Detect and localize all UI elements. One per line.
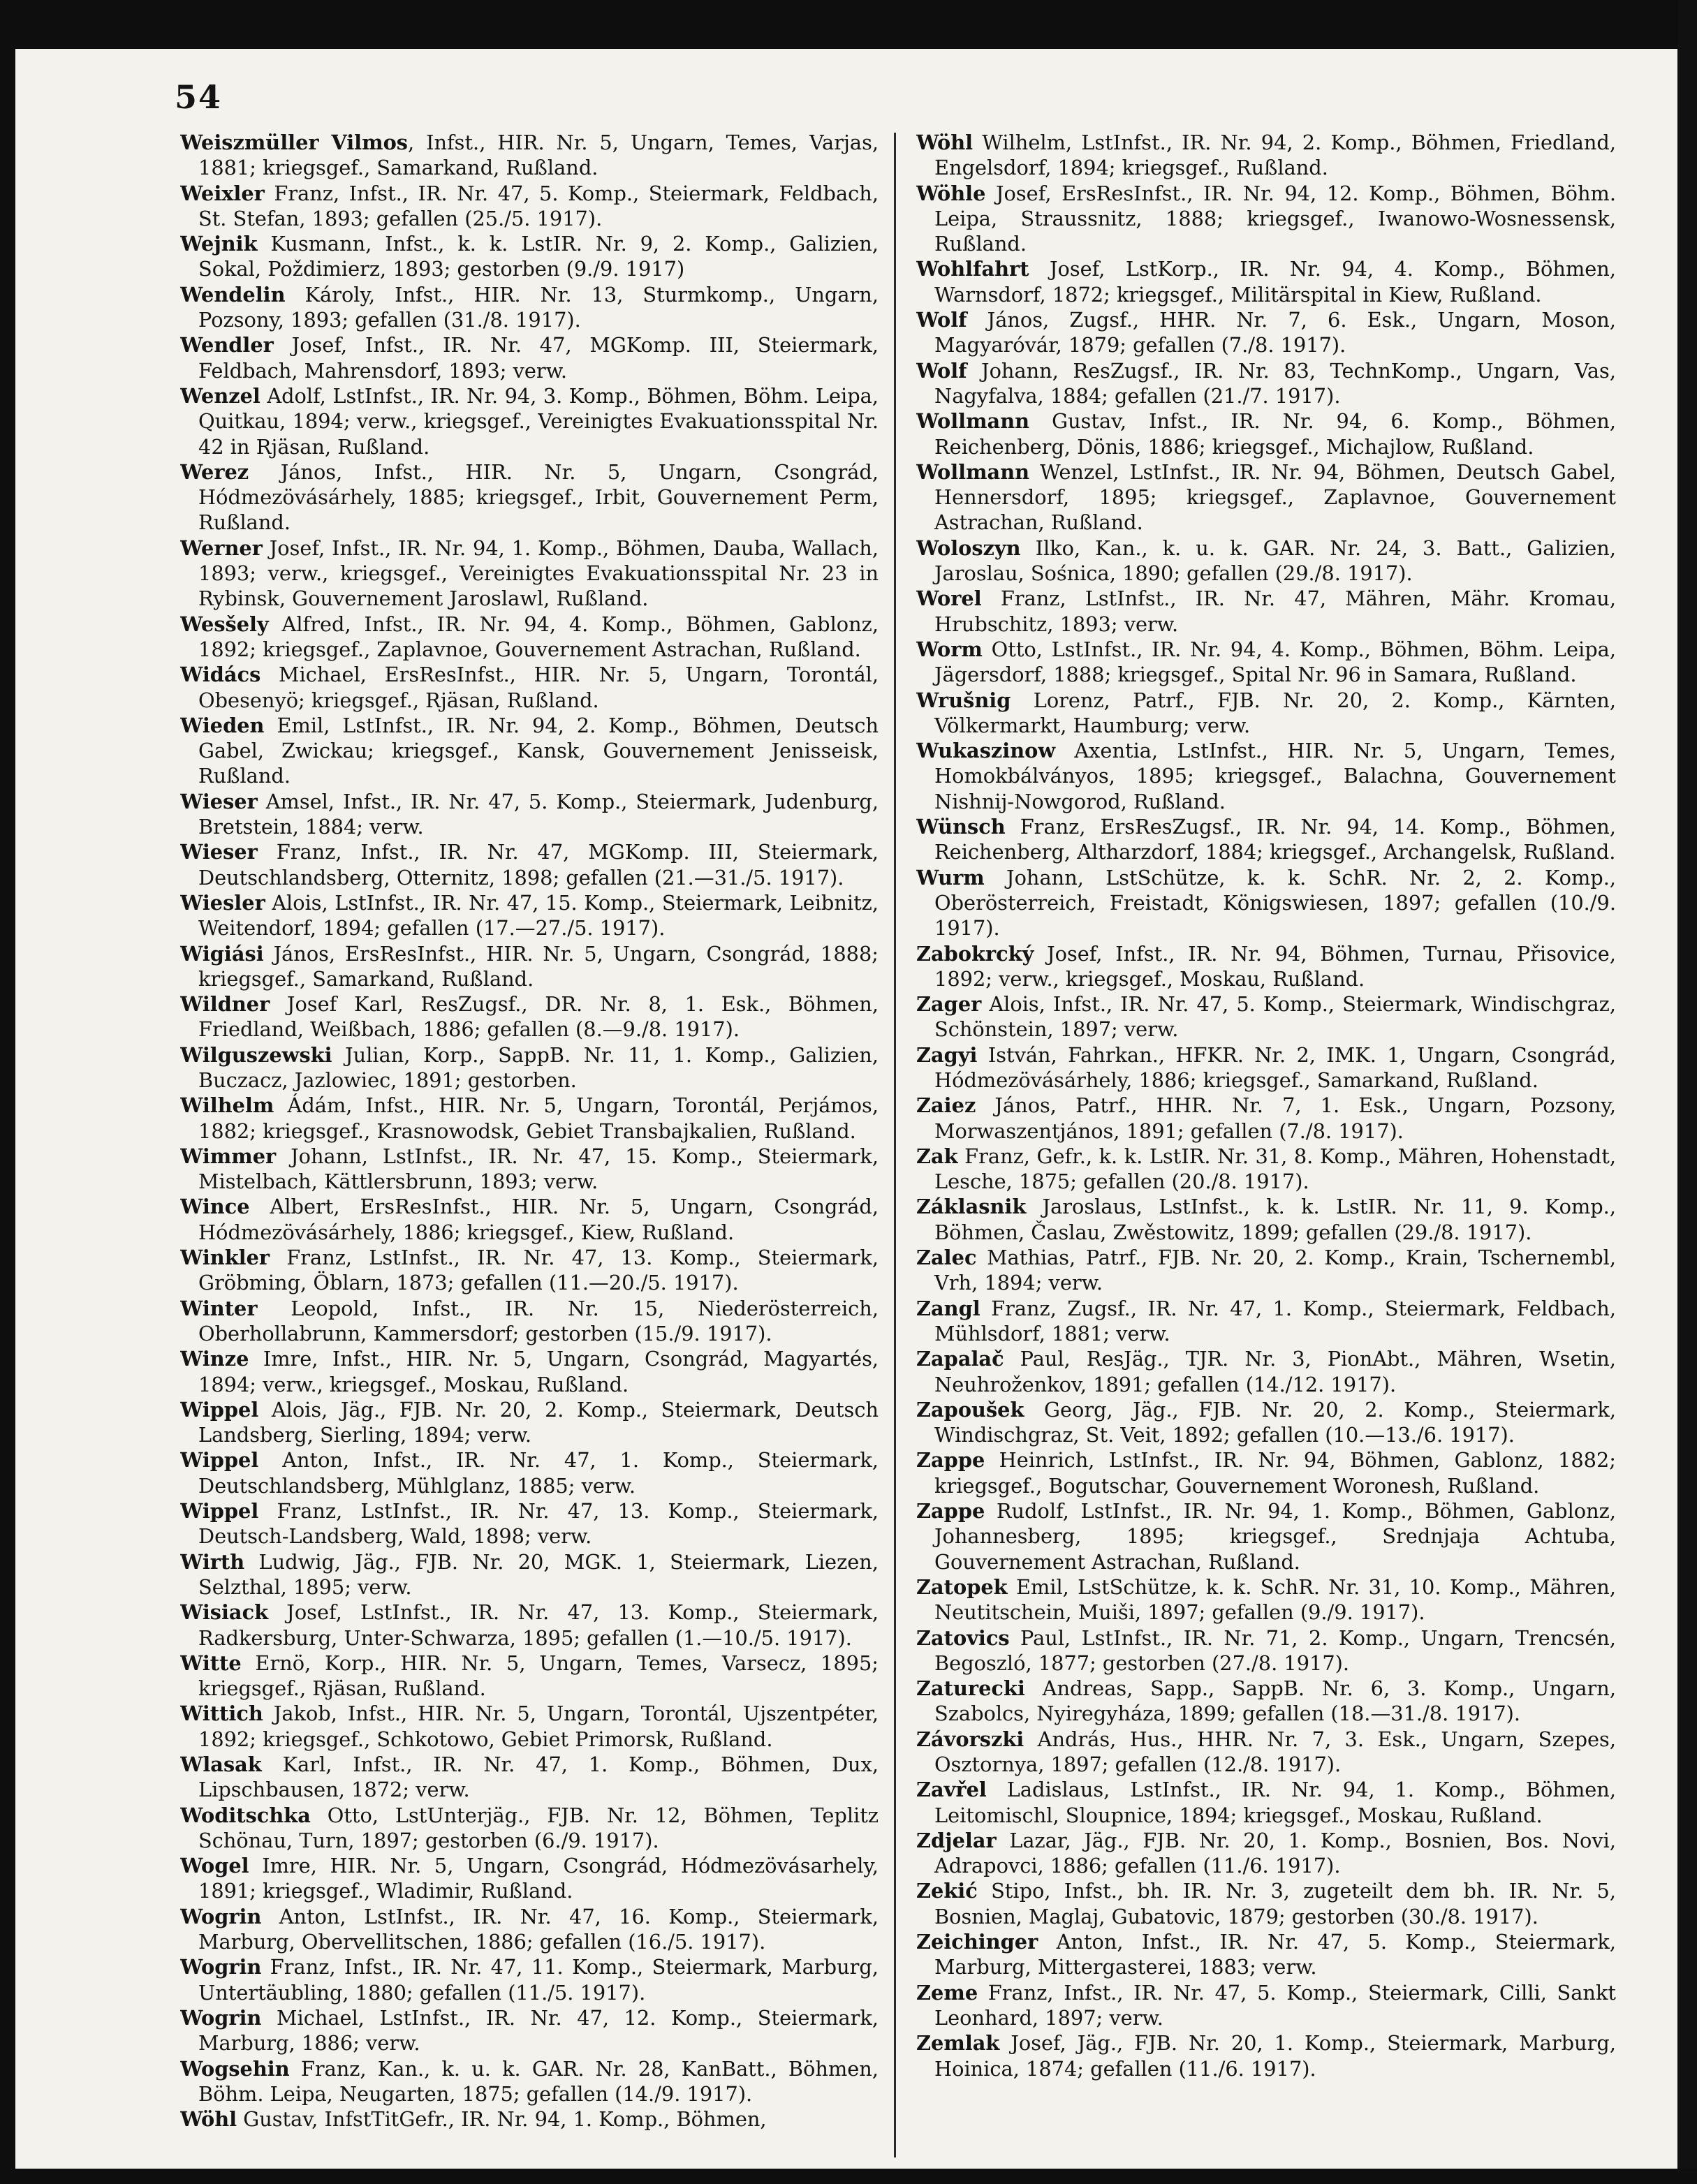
register-entry xyxy=(180,1245,879,1296)
register-entry xyxy=(916,536,1616,586)
entry-surname: Zagyi xyxy=(916,1042,978,1067)
entry-details: Josef Karl, ResZugsf., DR. Nr. 8, 1. Esk., Böhmen, Friedland, Weißbach, 1886; gefallen (8.—9./8. 1917). xyxy=(198,992,879,1042)
entry-surname: Wippel xyxy=(180,1397,259,1422)
register-entry xyxy=(180,1954,879,2005)
register-entry xyxy=(916,1777,1616,1828)
entry-details: Wilhelm, LstInfst., IR. Nr. 94, 2. Komp., Böhmen, Friedland, Engelsdorf, 1894; kriegsgef., Rußland. xyxy=(934,131,1616,180)
entry-surname: Zatovics xyxy=(916,1625,1010,1650)
register-entry xyxy=(916,1093,1616,1144)
entry-surname: Wisiack xyxy=(180,1600,269,1625)
entry-surname: Wukaszinow xyxy=(916,739,1056,763)
entry-details: Ádám, Infst., HIR. Nr. 5, Ungarn, Torontál, Perjámos, 1882; kriegsgef., Krasnowodsk, Gebiet Transbajkalien, Rußland. xyxy=(198,1093,879,1143)
register-entry xyxy=(916,307,1616,358)
entry-details: Emil, LstSchütze, k. k. SchR. Nr. 31, 10. Komp., Mähren, Neutitschein, Muiši, 1897; gefallen (9./9. 1917). xyxy=(934,1574,1616,1625)
register-entry xyxy=(916,1929,1616,1980)
register-entry xyxy=(916,130,1616,181)
entry-surname: Woloszyn xyxy=(916,536,1021,560)
entry-surname: Wince xyxy=(180,1195,250,1219)
entry-details: János, Patrf., HHR. Nr. 7, 1. Esk., Ungarn, Pozsony, Morwaszentjános, 1891; gefallen (7./8. 1917). xyxy=(934,1093,1616,1143)
entry-surname: Winter xyxy=(180,1296,258,1320)
entry-details: , Infst., HIR. Nr. 5, Ungarn, Temes, Varjas, 1881; kriegsgef., Samarkand, Rußland. xyxy=(198,131,879,180)
entry-surname: Widács xyxy=(180,663,261,687)
entry-surname: Závorszki xyxy=(916,1727,1024,1751)
register-entry xyxy=(916,1625,1616,1676)
page-number: 54 xyxy=(175,78,223,116)
entry-details: Franz, Infst., IR. Nr. 47, 11. Komp., Steiermark, Marburg, Untertäubling, 1880; gefallen (11./5. 1917). xyxy=(198,1955,879,2005)
entry-details: Josef, Infst., IR. Nr. 47, MGKomp. III, Steiermark, Feldbach, Mahrensdorf, 1893; verw. xyxy=(198,333,879,383)
entry-details: János, Zugsf., HHR. Nr. 7, 6. Esk., Ungarn, Moson, Magyaróvár, 1879; gefallen (7./8. 1917). xyxy=(934,308,1616,357)
entry-surname: Zappe xyxy=(916,1448,985,1473)
register-entry xyxy=(916,1296,1616,1347)
entry-surname: Wohlfahrt xyxy=(916,257,1029,281)
entry-details: Paul, LstInfst., IR. Nr. 71, 2. Komp., Ungarn, Trencsén, Begoszló, 1877; gestorben (27./8. 1917). xyxy=(934,1625,1616,1675)
entry-surname: Zager xyxy=(916,992,982,1017)
entry-surname: Wollmann xyxy=(916,459,1030,484)
entry-details: Albert, ErsResInfst., HIR. Nr. 5, Ungarn, Csongrád, Hódmezövásárhely, 1886; kriegsgef., Kiew, Rußland. xyxy=(198,1195,879,1244)
scan-border-right xyxy=(1677,0,1697,2184)
entry-surname: Wogrin xyxy=(180,2005,262,2030)
entry-details: Ernö, Korp., HIR. Nr. 5, Ungarn, Temes, Varsecz, 1895; kriegsgef., Rjäsan, Rußland. xyxy=(198,1651,879,1701)
entry-surname: Weiszmüller Vilmos xyxy=(180,131,409,154)
register-entry xyxy=(916,1397,1616,1448)
entry-surname: Werner xyxy=(180,536,263,560)
register-entry xyxy=(180,2005,879,2056)
entry-details: Wenzel, LstInfst., IR. Nr. 94, Böhmen, Deutsch Gabel, Hennersdorf, 1895; kriegsgef., Zaplavnoe, Gouvernement Astrachan, Rußland. xyxy=(934,459,1616,535)
register-entry xyxy=(180,1498,879,1549)
register-entry xyxy=(180,789,879,840)
entry-details: Emil, LstInfst., IR. Nr. 94, 2. Komp., Böhmen, Deutsch Gabel, Zwickau; kriegsgef., Kansk, Gouvernement Jenisseisk, Rußland. xyxy=(198,713,879,788)
entry-surname: Weixler xyxy=(180,181,265,205)
entry-details: Axentia, LstInfst., HIR. Nr. 5, Ungarn, Temes, Homokbálványos, 1895; kriegsgef., Balachna, Gouvernement Nishnij-Nowgorod, Rußland. xyxy=(934,739,1616,813)
entry-details: András, Hus., HHR. Nr. 7, 3. Esk., Ungarn, Szepes, Osztornya, 1897; gefallen (12./8. 1917). xyxy=(934,1727,1616,1776)
entry-surname: Zdjelar xyxy=(916,1828,997,1852)
entry-surname: Zeme xyxy=(916,1980,978,2005)
register-entry xyxy=(916,256,1616,307)
register-entry xyxy=(916,586,1616,637)
entry-details: Johann, LstInfst., IR. Nr. 47, 15. Komp., Steiermark, Mistelbach, Kättlersbrunn, 1893; verw. xyxy=(198,1144,879,1194)
entry-surname: Wünsch xyxy=(916,815,1006,839)
entry-details: Josef, Jäg., FJB. Nr. 20, 1. Komp., Steiermark, Marburg, Hoinica, 1874; gefallen (11./6. 1917). xyxy=(934,2031,1616,2081)
entry-surname: Wesšely xyxy=(180,612,269,636)
entry-surname: Zappe xyxy=(916,1499,985,1523)
register-entry xyxy=(180,1853,879,1904)
entry-details: Georg, Jäg., FJB. Nr. 20, 2. Komp., Steiermark, Windischgraz, St. Veit, 1892; gefallen (10.—13./6. 1917). xyxy=(934,1397,1616,1447)
entry-surname: Wollmann xyxy=(916,409,1030,434)
entry-details: István, Fahrkan., HFKR. Nr. 2, IMK. 1, Ungarn, Csongrád, Hódmezövásárhely, 1886; kriegsgef., Samarkand, Rußland. xyxy=(934,1042,1616,1092)
register-entry xyxy=(916,1878,1616,1929)
entry-details: Lazar, Jäg., FJB. Nr. 20, 1. Komp., Bosnien, Bos. Novi, Adrapovci, 1886; gefallen (11./6. 1917). xyxy=(934,1828,1616,1878)
entry-details: Mathias, Patrf., FJB. Nr. 20, 2. Komp., Krain, Tschernembl, Vrh, 1894; verw. xyxy=(934,1246,1616,1295)
right-column xyxy=(916,130,1616,2162)
entry-surname: Wildner xyxy=(180,992,270,1017)
scan-border-top xyxy=(0,0,1697,49)
register-entry xyxy=(180,332,879,383)
entry-surname: Zeichinger xyxy=(916,1930,1038,1954)
register-entry xyxy=(916,637,1616,688)
entry-surname: Wendler xyxy=(180,333,274,357)
entry-details: Franz, Infst., IR. Nr. 47, 5. Komp., Steiermark, Cilli, Sankt Leonhard, 1897; verw. xyxy=(934,1980,1616,2030)
entry-details: Kusmann, Infst., k. k. LstIR. Nr. 9, 2. Komp., Galizien, Sokal, Poždimierz, 1893; gestorben (9./9. 1917) xyxy=(198,232,879,281)
entry-details: Anton, Infst., IR. Nr. 47, 1. Komp., Steiermark, Deutschlandsberg, Mühlglanz, 1885; verw. xyxy=(198,1448,879,1498)
entry-details: Michael, LstInfst., IR. Nr. 47, 12. Komp., Steiermark, Marburg, 1886; verw. xyxy=(198,2005,879,2056)
entry-details: Heinrich, LstInfst., IR. Nr. 94, Böhmen, Gablonz, 1882; kriegsgef., Bogutschar, Gouvernement Woronesh, Rußland. xyxy=(934,1448,1616,1498)
entry-details: Károly, Infst., HIR. Nr. 13, Sturmkomp., Ungarn, Pozsony, 1893; gefallen (31./8. 1917). xyxy=(198,282,879,332)
entry-surname: Wieser xyxy=(180,789,258,813)
entry-details: Paul, ResJäg., TJR. Nr. 3, PionAbt., Mähren, Wsetin, Neuhroženkov, 1891; gefallen (14./12. 1917). xyxy=(934,1347,1616,1396)
entry-details: Franz, LstInfst., IR. Nr. 47, 13. Komp., Steiermark, Gröbming, Öblarn, 1873; gefallen (11.—20./5. 1917). xyxy=(198,1246,879,1295)
entry-surname: Wendelin xyxy=(180,282,286,307)
entry-details: Otto, LstUnterjäg., FJB. Nr. 12, Böhmen, Teplitz Schönau, Turn, 1897; gestorben (6./9. 1917). xyxy=(198,1803,879,1852)
entry-surname: Zekić xyxy=(916,1879,978,1903)
register-entry xyxy=(180,1904,879,1955)
entry-details: Franz, Kan., k. u. k. GAR. Nr. 28, KanBatt., Böhmen, Böhm. Leipa, Neugarten, 1875; gefallen (14./9. 1917). xyxy=(198,2056,879,2106)
register-entry xyxy=(180,2106,879,2132)
entry-surname: Zalec xyxy=(916,1246,977,1270)
entry-details: Imre, HIR. Nr. 5, Ungarn, Csongrád, Hódmezövásarhely, 1891; kriegsgef., Wladimir, Rußland. xyxy=(198,1854,879,1903)
entry-details: Franz, Infst., IR. Nr. 47, MGKomp. III, Steiermark, Deutschlandsberg, Otternitz, 1898; gefallen (21.—31./5. 1917). xyxy=(198,840,879,890)
entry-details: Gustav, Infst., IR. Nr. 94, 6. Komp., Böhmen, Reichenberg, Dönis, 1886; kriegsgef., Michajlow, Rußland. xyxy=(934,409,1616,459)
entry-surname: Winkler xyxy=(180,1246,270,1270)
register-entry xyxy=(180,231,879,282)
register-entry xyxy=(180,459,879,536)
entry-details: János, Infst., HIR. Nr. 5, Ungarn, Csongrád, Hódmezövásárhely, 1885; kriegsgef., Irbit, Gouvernement Perm, Rußland. xyxy=(198,459,879,535)
register-entry xyxy=(916,1194,1616,1245)
entry-surname: Wilguszewski xyxy=(180,1042,332,1067)
entry-details: János, ErsResInfst., HIR. Nr. 5, Ungarn, Csongrád, 1888; kriegsgef., Samarkand, Rußland. xyxy=(198,941,879,991)
register-entry xyxy=(916,2030,1616,2081)
entry-details: Otto, LstInfst., IR. Nr. 94, 4. Komp., Böhmen, Böhm. Leipa, Jägersdorf, 1888; kriegsgef., Spital Nr. 96 in Samara, Rußland. xyxy=(934,637,1616,687)
register-entry xyxy=(180,2056,879,2107)
entry-surname: Wippel xyxy=(180,1499,259,1523)
register-entry xyxy=(180,1296,879,1347)
entry-details: Gustav, InfstTitGefr., IR. Nr. 94, 1. Komp., Böhmen, xyxy=(237,2107,767,2132)
entry-details: Karl, Infst., IR. Nr. 47, 1. Komp., Böhmen, Dux, Lipschbausen, 1872; verw. xyxy=(198,1753,879,1802)
entry-details: Franz, LstInfst., IR. Nr. 47, Mähren, Mähr. Kromau, Hrubschitz, 1893; verw. xyxy=(934,586,1616,636)
entry-details: Josef, LstInfst., IR. Nr. 47, 13. Komp., Steiermark, Radkersburg, Unter-Schwarza, 1895; gefallen (1.—10./5. 1917). xyxy=(198,1600,879,1650)
entry-surname: Wigiási xyxy=(180,941,264,966)
left-column xyxy=(180,130,879,2162)
register-entry xyxy=(916,1980,1616,2031)
register-entry xyxy=(916,1828,1616,1879)
entry-surname: Wittich xyxy=(180,1702,263,1726)
entry-surname: Zaturecki xyxy=(916,1676,1025,1701)
register-entry xyxy=(916,1346,1616,1397)
register-entry xyxy=(916,1447,1616,1498)
register-entry xyxy=(180,1397,879,1448)
register-entry xyxy=(916,1245,1616,1296)
entry-details: Josef, ErsResInfst., IR. Nr. 94, 12. Komp., Böhmen, Böhm. Leipa, Straussnitz, 1888; kriegsgef., Iwanowo-Wosnessensk, Rußland. xyxy=(934,181,1616,256)
register-entry xyxy=(916,941,1616,992)
entry-surname: Wejnik xyxy=(180,232,258,256)
entry-surname: Wieser xyxy=(180,840,258,864)
entry-surname: Wlasak xyxy=(180,1753,262,1776)
register-entry xyxy=(180,181,879,232)
entry-surname: Záklasnik xyxy=(916,1195,1027,1219)
register-entry xyxy=(180,1194,879,1245)
register-entry xyxy=(180,612,879,663)
entry-surname: Wogel xyxy=(180,1854,249,1878)
scan-border-left xyxy=(0,0,15,2184)
entry-surname: Wogsehin xyxy=(180,2056,290,2081)
register-entry xyxy=(180,1752,879,1803)
entry-details: Jakob, Infst., HIR. Nr. 5, Ungarn, Torontál, Ujszentpéter, 1892; kriegsgef., Schkotowo, Gebiet Primorsk, Rußland. xyxy=(198,1702,879,1751)
entry-details: Ladislaus, LstInfst., IR. Nr. 94, 1. Komp., Böhmen, Leitomischl, Sloupnice, 1894; kriegsgef., Moskau, Rußland. xyxy=(934,1778,1616,1827)
entry-surname: Wolf xyxy=(916,358,967,383)
entry-details: Franz, Gefr., k. k. LstIR. Nr. 31, 8. Komp., Mähren, Hohenstadt, Lesche, 1875; gefallen (20./8. 1917). xyxy=(934,1144,1616,1194)
register-entry xyxy=(180,1600,879,1651)
register-entry xyxy=(916,1727,1616,1778)
entry-details: Alois, LstInfst., IR. Nr. 47, 15. Komp., Steiermark, Leibnitz, Weitendorf, 1894; gefallen (17.—27./5. 1917). xyxy=(198,890,879,940)
register-entry xyxy=(180,536,879,612)
entry-surname: Worel xyxy=(916,586,982,611)
entry-surname: Werez xyxy=(180,459,249,484)
entry-details: Leopold, Infst., IR. Nr. 15, Niederösterreich, Oberhollabrunn, Kammersdorf; gestorben (15./9. 1917). xyxy=(198,1296,879,1345)
register-entry xyxy=(180,130,879,181)
register-entry xyxy=(180,1144,879,1195)
entry-surname: Wurm xyxy=(916,865,985,890)
entry-details: Josef, Infst., IR. Nr. 94, 1. Komp., Böhmen, Dauba, Wallach, 1893; verw., kriegsgef., Vereinigtes Evakuationsspital Nr. 23 in Rybinsk, Gouvernement Jaroslawl, Rußland. xyxy=(198,536,879,611)
register-entry xyxy=(916,1042,1616,1093)
register-entry xyxy=(180,941,879,992)
entry-details: Rudolf, LstInfst., IR. Nr. 94, 1. Komp., Böhmen, Gablonz, Johannesberg, 1895; kriegsgef., Srednjaja Achtuba, Gouvernement Astrachan, Rußland. xyxy=(934,1499,1616,1574)
register-entry xyxy=(180,890,879,941)
entry-surname: Wilhelm xyxy=(180,1093,274,1118)
register-entry xyxy=(180,1447,879,1498)
entry-surname: Worm xyxy=(916,637,983,661)
column-divider xyxy=(894,133,896,2157)
entry-surname: Zapoušek xyxy=(916,1397,1024,1422)
register-entry xyxy=(916,181,1616,257)
register-entry xyxy=(916,1498,1616,1574)
entry-details: Anton, Infst., IR. Nr. 47, 5. Komp., Steiermark, Marburg, Mittergasterei, 1883; verw. xyxy=(934,1930,1616,1979)
register-entry xyxy=(916,1676,1616,1727)
entry-details: Ilko, Kan., k. u. k. GAR. Nr. 24, 3. Batt., Galizien, Jaroslau, Sośnica, 1890; gefallen (29./8. 1917). xyxy=(934,536,1616,586)
entry-details: Franz, LstInfst., IR. Nr. 47, 13. Komp., Steiermark, Deutsch-Landsberg, Wald, 1898; verw. xyxy=(198,1499,879,1549)
entry-details: Julian, Korp., SappB. Nr. 11, 1. Komp., Galizien, Buczacz, Jazlowiec, 1891; gestorben. xyxy=(198,1042,879,1092)
register-entry xyxy=(916,408,1616,459)
register-entry xyxy=(916,459,1616,536)
entry-surname: Wöhl xyxy=(180,2107,237,2132)
entry-details: Amsel, Infst., IR. Nr. 47, 5. Komp., Steiermark, Judenburg, Bretstein, 1884; verw. xyxy=(198,789,879,839)
entry-surname: Woditschka xyxy=(180,1803,311,1827)
entry-surname: Winze xyxy=(180,1347,249,1371)
entry-details: Ludwig, Jäg., FJB. Nr. 20, MGK. 1, Steiermark, Liezen, Selzthal, 1895; verw. xyxy=(198,1549,879,1599)
entry-surname: Wogrin xyxy=(180,1955,262,1979)
register-entry xyxy=(916,1144,1616,1195)
register-entry xyxy=(180,282,879,333)
entry-details: Imre, Infst., HIR. Nr. 5, Ungarn, Csongrád, Magyartés, 1894; verw., kriegsgef., Moskau, Rußland. xyxy=(198,1347,879,1396)
register-entry xyxy=(180,662,879,713)
entry-surname: Zapalač xyxy=(916,1347,1004,1371)
register-entry xyxy=(916,738,1616,814)
entry-details: Stipo, Infst., bh. IR. Nr. 3, zugeteilt dem bh. IR. Nr. 5, Bosnien, Maglaj, Gubatovic, 1879; gestorben (30./8. 1917). xyxy=(934,1879,1616,1928)
entry-details: Josef, LstKorp., IR. Nr. 94, 4. Komp., Böhmen, Warnsdorf, 1872; kriegsgef., Militärspital in Kiew, Rußland. xyxy=(934,257,1616,307)
register-entry xyxy=(916,991,1616,1042)
register-entry xyxy=(180,1549,879,1600)
register-entry xyxy=(180,1701,879,1752)
entry-surname: Zavřel xyxy=(916,1778,987,1802)
register-entry xyxy=(180,713,879,789)
entry-surname: Zaiez xyxy=(916,1093,976,1118)
register-entry xyxy=(180,1803,879,1854)
entry-details: Franz, ErsResZugsf., IR. Nr. 94, 14. Komp., Böhmen, Reichenberg, Altharzdorf, 1884; kriegsgef., Archangelsk, Rußland. xyxy=(934,815,1616,864)
entry-surname: Zemlak xyxy=(916,2031,1000,2056)
entry-details: Alfred, Infst., IR. Nr. 94, 4. Komp., Böhmen, Gablonz, 1892; kriegsgef., Zaplavnoe, Gouvernement Astrachan, Rußland. xyxy=(198,612,879,661)
entry-surname: Zatopek xyxy=(916,1574,1008,1599)
register-entry xyxy=(180,1093,879,1144)
register-entry xyxy=(180,383,879,459)
register-entry xyxy=(180,1042,879,1093)
entry-details: Michael, ErsResInfst., HIR. Nr. 5, Ungarn, Torontál, Obesenyö; kriegsgef., Rjäsan, Rußland. xyxy=(198,663,879,712)
entry-details: Adolf, LstInfst., IR. Nr. 94, 3. Komp., Böhmen, Böhm. Leipa, Quitkau, 1894; verw., kriegsgef., Vereinigtes Evakuationsspital Nr. 42 in Rjäsan, Rußland. xyxy=(198,383,879,459)
entry-details: Franz, Zugsf., IR. Nr. 47, 1. Komp., Steiermark, Feldbach, Mühlsdorf, 1881; verw. xyxy=(934,1296,1616,1345)
entry-surname: Wogrin xyxy=(180,1904,262,1928)
entry-surname: Wirth xyxy=(180,1549,245,1574)
entry-details: Jaroslaus, LstInfst., k. k. LstIR. Nr. 11, 9. Komp., Böhmen, Časlau, Zwěstowitz, 1899; gefallen (29./8. 1917). xyxy=(934,1195,1616,1244)
entry-surname: Wöhl xyxy=(916,131,974,154)
register-entry xyxy=(916,814,1616,865)
entry-details: Lorenz, Patrf., FJB. Nr. 20, 2. Komp., Kärnten, Völkermarkt, Haumburg; verw. xyxy=(934,688,1616,737)
entry-details: Andreas, Sapp., SappB. Nr. 6, 3. Komp., Ungarn, Szabolcs, Nyiregyháza, 1899; gefallen (18.—31./8. 1917). xyxy=(934,1676,1616,1726)
register-entry xyxy=(180,1651,879,1702)
register-entry xyxy=(180,1346,879,1397)
entry-surname: Wrušnig xyxy=(916,688,1011,712)
entry-surname: Wippel xyxy=(180,1448,259,1473)
register-entry xyxy=(916,865,1616,941)
entry-surname: Zabokrcký xyxy=(916,941,1034,966)
entry-surname: Wiesler xyxy=(180,890,265,915)
entry-surname: Zak xyxy=(916,1144,958,1168)
register-entry xyxy=(180,991,879,1042)
entry-surname: Wieden xyxy=(180,713,265,737)
entry-details: Johann, ResZugsf., IR. Nr. 83, TechnKomp., Ungarn, Vas, Nagyfalva, 1884; gefallen (21./7. 1917). xyxy=(934,358,1616,408)
register-entry xyxy=(916,358,1616,409)
entry-details: Franz, Infst., IR. Nr. 47, 5. Komp., Steiermark, Feldbach, St. Stefan, 1893; gefallen (25./5. 1917). xyxy=(198,181,879,230)
entry-details: Anton, LstInfst., IR. Nr. 47, 16. Komp., Steiermark, Marburg, Obervellitschen, 1886; gefallen (16./5. 1917). xyxy=(198,1904,879,1954)
entry-surname: Witte xyxy=(180,1651,242,1675)
register-entry xyxy=(180,839,879,890)
entry-surname: Wenzel xyxy=(180,383,260,408)
entry-details: Alois, Jäg., FJB. Nr. 20, 2. Komp., Steiermark, Deutsch Landsberg, Sierling, 1894; verw. xyxy=(198,1397,879,1447)
entry-surname: Wöhle xyxy=(916,181,986,205)
scan-border-bottom xyxy=(0,2169,1697,2184)
entry-surname: Zangl xyxy=(916,1296,980,1320)
register-entry xyxy=(916,1574,1616,1625)
register-entry xyxy=(916,688,1616,739)
entry-surname: Wimmer xyxy=(180,1144,277,1168)
entry-surname: Wolf xyxy=(916,308,967,332)
entry-details: Josef, Infst., IR. Nr. 94, Böhmen, Turnau, Přisovice, 1892; verw., kriegsgef., Moskau, Rußland. xyxy=(934,941,1616,991)
entry-details: Johann, LstSchütze, k. k. SchR. Nr. 2, 2. Komp., Oberösterreich, Freistadt, Königswiesen, 1897; gefallen (10./9. 1917). xyxy=(934,865,1616,940)
entry-details: Alois, Infst., IR. Nr. 47, 5. Komp., Steiermark, Windischgraz, Schönstein, 1897; verw. xyxy=(934,992,1616,1042)
